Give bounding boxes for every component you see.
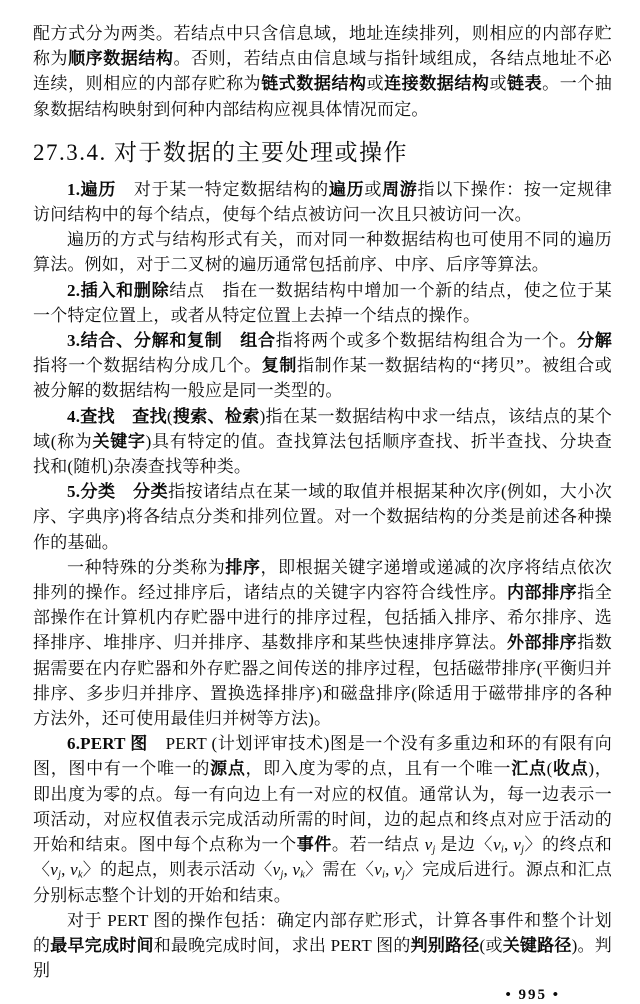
page-number: • 995 • [505, 987, 560, 1004]
paragraph-6-pert: 6.PERT 图 PERT (计划评审技术)图是一个没有多重边和环的有限有向图，图中有一个唯一的源点，即入度为零的点，且有一个唯一汇点(收点)，即出度为零的点。每一有向边上有一对应的权值。通常认为，每一边表示一项活动，对应权值表示完成活动所需的时间，边的起点和终点对应于活动的开始和结束。图中每个点称为一个事件。若一结点 $v_j$ 是边〈$v_i$, $v_j$〉的终点和〈$v_j$, $v_k$〉的起点，则表示活动〈$v_j$, $v_k$〉需在〈$v_i$, $v_j$〉完成后进行。源点和汇点分别标志整个计划的开始和结束。 [33, 734, 613, 905]
section-heading: 27.3.4. 对于数据的主要处理或操作 [33, 139, 408, 165]
paragraph-2-insert-delete: 2.插入和删除结点 指在一数据结构中增加一个新的结点，使之位于某一个特定位置上，或者从特定位置上去掉一个结点的操作。 [33, 280, 613, 325]
text-body [33, 21, 612, 983]
paragraph-pert-operations: 对于 PERT 图的操作包括：确定内部存贮形式，计算各事件和整个计划的最早完成时间和最晚完成时间，求出 PERT 图的判别路径(或关键路径)。判别 [33, 910, 612, 981]
paragraph-1-traverse: 1.遍历 对于某一特定数据结构的遍历或周游指以下操作：按一定规律访问结构中的每个结点，使每个结点被访问一次且只被访问一次。 [33, 179, 613, 225]
paragraph-sorting: 一种特殊的分类称为排序，即根据关键字递增或递减的次序将结点依次排列的操作。经过排序后，诸结点的关键字内容符合线性序。内部排序指全部操作在计算机内存贮器中进行的排序过程，包括插入排序、希尔排序、选择排序、堆排序、归并排序、基数排序和某些快速排序算法。外部排序指数据需要在内存贮器和外存贮器之间传送的排序过程，包括磁带排序(平衡归并排序、多步归并排序、置换选择排序)和磁盘排序(除适用于磁带排序的各种方法外，还可使用最佳归并树等方法)。 [33, 557, 612, 729]
paragraph-4-search: 4.查找 查找(搜索、检索)指在某一数据结构中求一结点，该结点的某个域(称为关键字)具有特定的值。查找算法包括顺序查找、折半查找、分块查找和(随机)杂凑查找等种类。 [33, 406, 612, 477]
paragraph-5-classify: 5.分类 分类指按诸结点在某一域的取值并根据某种次序(例如，大小次序、字典序)将各结点分类和排列位置。对一个数据结构的分类是前述各种操作的基础。 [33, 482, 612, 552]
paragraph-traverse-methods: 遍历的方式与结构形式有关，而对同一种数据结构也可使用不同的遍历算法。例如，对于二叉树的遍历通常包括前序、中序、后序等算法。 [33, 230, 612, 275]
page-footer [33, 986, 612, 1004]
paragraph-3-combine-split-copy: 3.结合、分解和复制 组合指将两个或多个数据结构组合为一个。分解指将一个数据结构分成几个。复制指制作某一数据结构的“拷贝”。被组合或被分解的数据结构一般应是同一类型的。 [33, 331, 613, 401]
paragraph-intro-continuation: 配方式分为两类。若结点中只含信息域，地址连续排列，则相应的内部存贮称为顺序数据结构。否则，若结点由信息域与指针域组成，各结点地址不必连续，则相应的内部存贮称为链式数据结构或连接数据结构或链表。一个抽象数据结构映射到何种内部结构应视具体情况而定。 [33, 24, 613, 119]
